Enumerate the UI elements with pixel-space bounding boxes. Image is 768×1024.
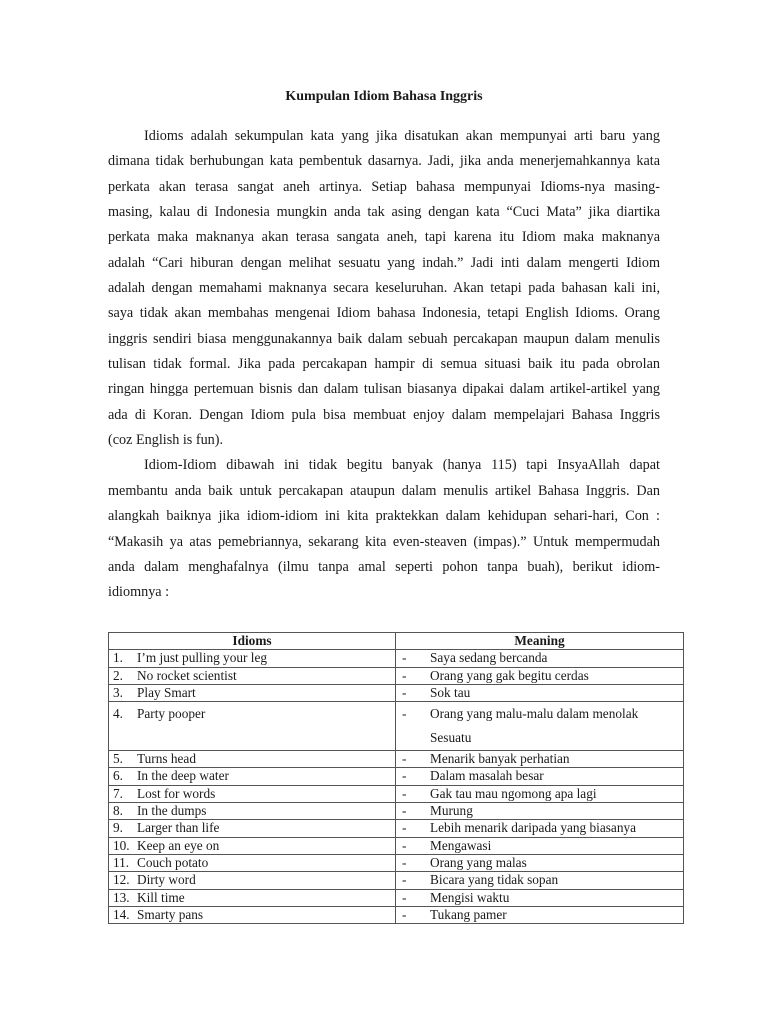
meaning-text: Orang yang gak begitu cerdas [430,667,589,683]
row-number: 7. [113,785,123,801]
idiom-cell [109,751,396,768]
paragraph-line: Idioms adalah sekumpulan kata yang jika disatukan akan mempunyai arti baru yang [144,128,660,144]
meaning-cell [396,785,684,802]
dash-bullet: - [402,650,407,666]
row-number: 5. [113,751,123,767]
idiom-text: In the deep water [137,768,229,784]
row-number: 8. [113,803,123,819]
idiom-cell [109,906,396,923]
row-number: 11. [113,854,130,870]
idiom-text: Larger than life [137,820,220,836]
meaning-text: Menarik banyak perhatian [430,751,570,767]
row-number: 2. [113,667,123,683]
document-title: Kumpulan Idiom Bahasa Inggris [285,89,483,104]
idiom-text: Lost for words [137,785,216,801]
idiom-cell [109,785,396,802]
dash-bullet: - [402,906,407,922]
paragraph-line: idiomnya : [108,584,170,601]
meaning-text-continued: Sesuatu [430,730,472,746]
dash-bullet: - [402,803,407,819]
dash-bullet: - [402,684,407,700]
idiom-text: Turns head [137,751,196,767]
dash-bullet: - [402,785,407,801]
idiom-text: Kill time [137,889,185,905]
row-number: 3. [113,684,123,700]
meaning-text: Tukang pamer [430,906,507,922]
meaning-cell [396,854,684,871]
dash-bullet: - [402,837,407,853]
idiom-text: In the dumps [137,803,207,819]
meaning-cell [396,837,684,854]
idiom-text: Smarty pans [137,906,204,922]
idiom-cell [109,702,396,751]
table-row [109,702,684,751]
paragraph-line: (coz English is fun). [108,432,224,449]
row-number: 1. [113,650,123,666]
paragraph-line: saya tidak akan membahas mengenai Idiom bahasa Indonesia, tetapi English Idioms. Orang [108,305,660,322]
table-row [109,906,684,923]
idiom-text: I’m just pulling your leg [137,650,268,666]
paragraph-line: adalah “Cari hiburan dengan melihat sesuatu yang indah.” Jadi inti dalam mengerti Idiom [108,254,660,271]
meaning-text: Sok tau [430,684,471,700]
column-header-meaning: Meaning [396,633,684,650]
idiom-text: Party pooper [137,706,206,722]
paragraph-line: “Makasih ya atas pemebriannya, sekarang kita even-steaven (impas).” Untuk mempermudah [108,533,660,550]
meaning-text: Lebih menarik daripada yang biasanya [430,820,637,836]
meaning-cell [396,803,684,820]
idiom-text: Keep an eye on [137,837,220,853]
meaning-cell [396,768,684,785]
row-number: 4. [113,706,123,722]
meaning-cell [396,906,684,923]
dash-bullet: - [402,820,407,836]
paragraph-line: ringan hingga pertemuan bisnis dan dalam tulisan biasanya dipakai dalam artikel-artikel yang [108,381,660,398]
dash-bullet: - [402,768,407,784]
dash-bullet: - [402,667,407,683]
table-row [109,889,684,906]
row-number: 10. [113,837,130,853]
dash-bullet: - [402,889,407,905]
row-number: 13. [113,889,130,905]
table-row [109,854,684,871]
meaning-text: Dalam masalah besar [430,768,544,784]
meaning-cell [396,684,684,701]
meaning-cell [396,889,684,906]
idiom-cell [109,650,396,667]
paragraph-line: perkata maka maknanya akan terasa sangata aneh, tapi karena itu Idiom maka maknanya [108,229,660,246]
idiom-cell [109,854,396,871]
table-row [109,837,684,854]
table-row [109,650,684,667]
paragraph-line: anda dalam menghafalnya (ilmu tanpa amal seperti pohon tanpa buah), berikut idiom- [108,558,660,575]
idiom-cell [109,837,396,854]
meaning-cell [396,872,684,889]
meaning-cell [396,702,684,751]
paragraph-line: perkata akan terasa sangat aneh artinya. Setiap bahasa mempunyai Idioms-nya masing- [108,178,660,195]
idiom-cell [109,872,396,889]
idiom-cell [109,768,396,785]
table-row [109,684,684,701]
dash-bullet: - [402,872,407,888]
column-header-idioms: Idioms [109,633,396,650]
table-row [109,785,684,802]
paragraph-line: Idiom-Idiom dibawah ini tidak begitu banyak (hanya 115) tapi InsyaAllah dapat [144,457,660,474]
table-row [109,803,684,820]
meaning-text: Mengawasi [430,837,492,853]
meaning-text: Bicara yang tidak sopan [430,872,559,888]
table-row [109,872,684,889]
meaning-cell [396,650,684,667]
meaning-cell [396,667,684,684]
table-row [109,820,684,837]
paragraph-line: membantu anda baik untuk percakapan ataupun dalam menulis artikel Bahasa Inggris. Dan [108,482,660,499]
table-row [109,667,684,684]
idiom-text: No rocket scientist [137,667,237,683]
meaning-text: Mengisi waktu [430,889,510,905]
idiom-text: Couch potato [137,854,209,870]
idioms-table [108,632,684,924]
meaning-text: Murung [430,803,473,819]
paragraph-line: adalah dengan memahami maknanya secara keseluruhan. Akan tetapi pada bahasan kali ini, [108,280,660,297]
paragraph-line: alangkah baiknya jika idiom-idiom ini kita praktekkan dalam kehidupan sehari-hari, Con : [108,508,660,525]
table-row [109,768,684,785]
meaning-text: Orang yang malas [430,854,527,870]
row-number: 9. [113,820,123,836]
row-number: 6. [113,768,123,784]
meaning-cell [396,820,684,837]
paragraph-line: inggris sendiri biasa menggunakannya baik dalam sebuah percakapan maupun dalam menulis [108,330,660,347]
idiom-text: Dirty word [137,872,196,888]
table-row [109,751,684,768]
paragraph-line: masing, kalau di Indonesia mungkin anda tak asing dengan kata “Cuci Mata” jika diartika [108,204,660,221]
meaning-text: Orang yang malu-malu dalam menolak [430,706,639,722]
meaning-text: Saya sedang bercanda [430,650,548,666]
idiom-cell [109,889,396,906]
dash-bullet: - [402,706,407,722]
paragraph-line: ada di Koran. Dengan Idiom pula bisa membuat enjoy dalam mempelajari Bahasa Inggris [108,406,660,423]
idiom-cell [109,667,396,684]
table-header-row [109,633,684,650]
idiom-cell [109,684,396,701]
meaning-text: Gak tau mau ngomong apa lagi [430,785,597,801]
idiom-cell [109,803,396,820]
row-number: 14. [113,906,130,922]
paragraph-line: dimana tidak berhubungan kata pembentuk dasarnya. Jadi, jika anda menerjemahkannya kata [108,153,660,170]
paragraph-line: tulisan tidak formal. Jika pada percakapan hampir di semua situasi baik itu pada obrolan [108,356,660,373]
row-number: 12. [113,872,130,888]
meaning-cell [396,751,684,768]
dash-bullet: - [402,854,407,870]
document-body [108,124,660,606]
idiom-cell [109,820,396,837]
dash-bullet: - [402,751,407,767]
idiom-text: Play Smart [137,684,196,700]
